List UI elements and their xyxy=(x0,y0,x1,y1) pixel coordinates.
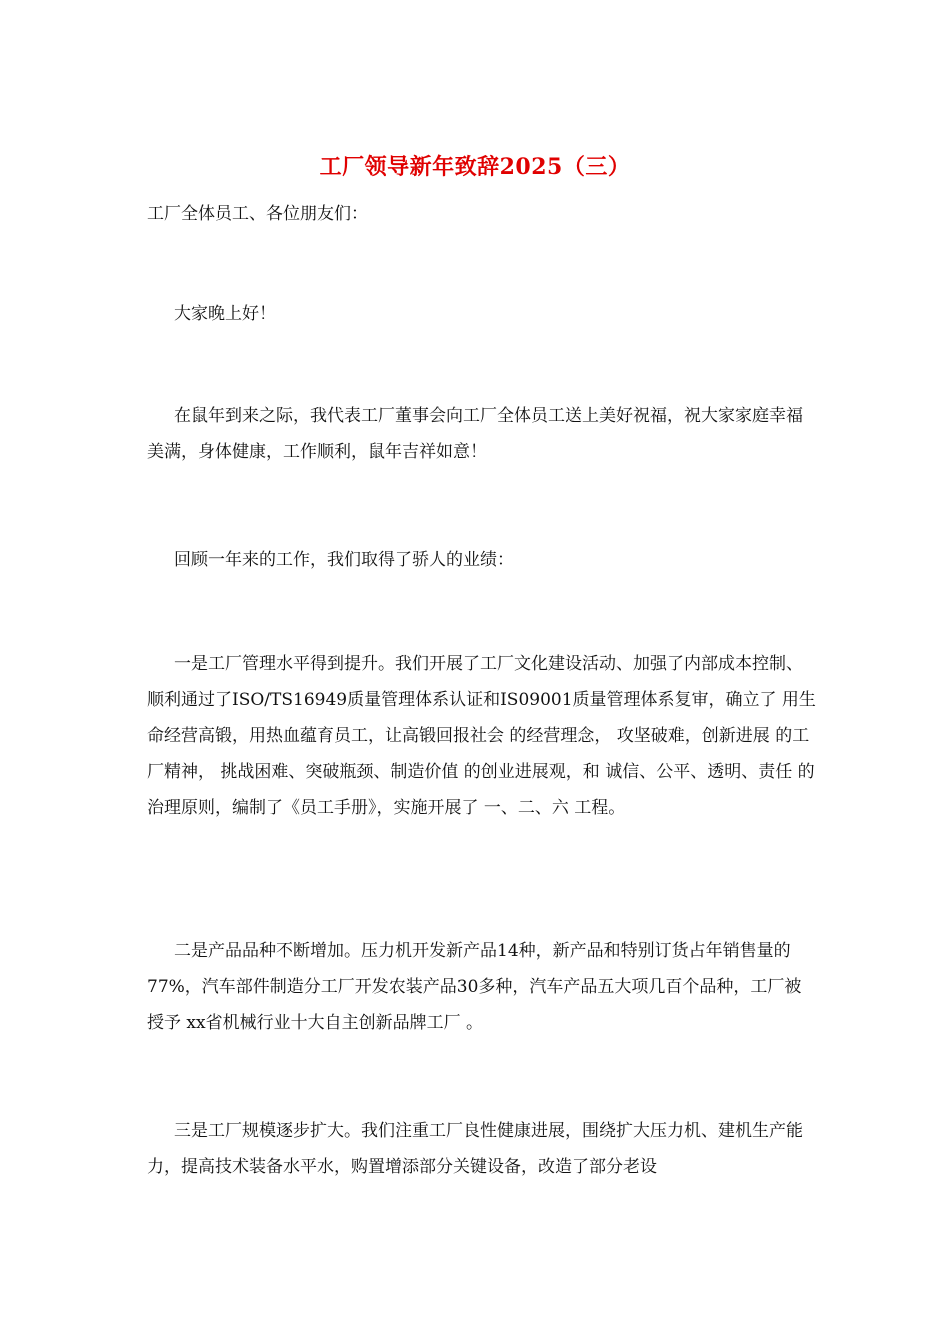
paragraph-management: 一是工厂管理水平得到提升。我们开展了工厂文化建设活动、加强了内部成本控制、顺利通过了ISO/TS16949质量管理体系认证和IS09001质量管理体系复审，确立了 用生命经营高锻，用热血蕴育员工，让高锻回报社会 的经营理念， 攻坚破难，创新进展 的工厂精神， 挑战困难、突破瓶颈、制造价值 的创业进展观，和 诚信、公平、透明、责任 的治理原则，编制了《员工手册》，实施开展了 一、二、六 工程。 xyxy=(147,654,816,818)
salutation: 工厂全体员工、各位朋友们： xyxy=(147,204,368,224)
document-title: 工厂领导新年致辞2025（三） xyxy=(319,154,631,180)
paragraph-blessing: 在鼠年到来之际，我代表工厂董事会向工厂全体员工送上美好祝福，祝大家家庭幸福美满，身体健康，工作顺利，鼠年吉祥如意！ xyxy=(147,406,803,462)
paragraph-scale: 三是工厂规模逐步扩大。我们注重工厂良性健康进展，围绕扩大压力机、建机生产能力，提高技术装备水平水，购置增添部分关键设备，改造了部分老设 xyxy=(147,1121,803,1177)
paragraph-review-intro: 回顾一年来的工作，我们取得了骄人的业绩： xyxy=(174,550,514,570)
paragraph-products: 二是产品品种不断增加。压力机开发新产品14种，新产品和特别订货占年销售量的77%，汽车部件制造分工厂开发农装产品30多种，汽车产品五大项几百个品种，工厂被授予 xx省机械行业十大自主创新品牌工厂 。 xyxy=(147,941,802,1033)
paragraph-greeting: 大家晚上好！ xyxy=(174,304,276,324)
